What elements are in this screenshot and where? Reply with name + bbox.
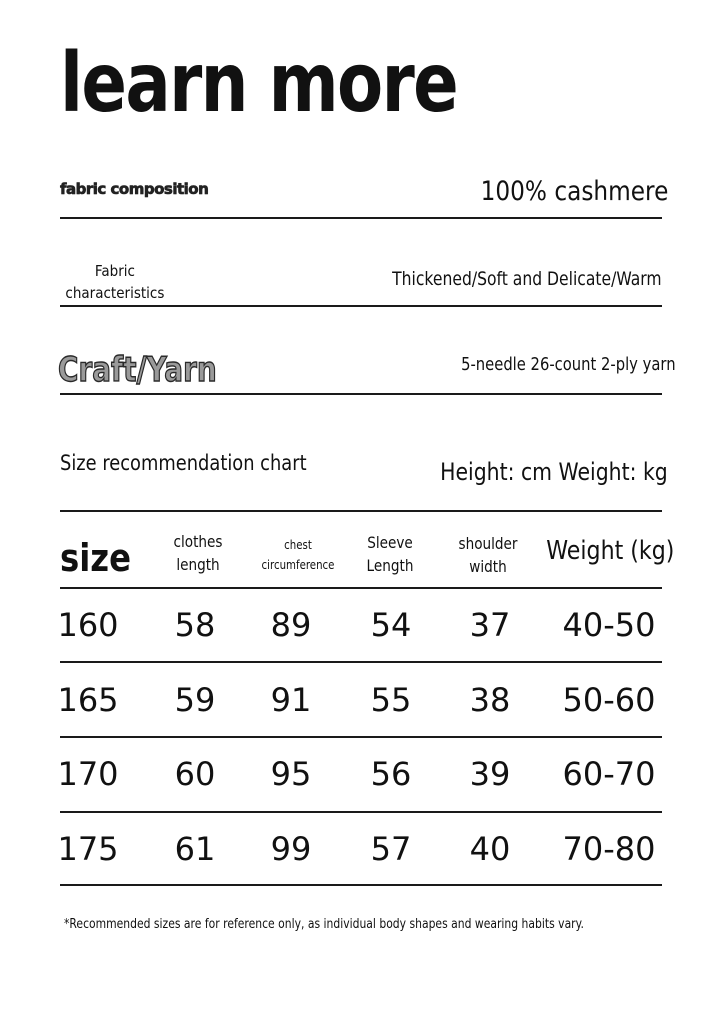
footnote: *Recommended sizes are for reference only, as individual body shapes and wearing habits vary. <box>64 916 584 932</box>
table-row-rule <box>60 811 662 813</box>
header-chest-line1: chest <box>284 538 312 552</box>
header-shoulder-line1: shoulder <box>458 534 518 553</box>
cell-weight: 40-50 <box>562 606 656 644</box>
fabric-characteristics-label-line2: characteristics <box>65 284 165 302</box>
cell-sleeve: 55 <box>370 681 412 719</box>
table-header-rule <box>60 587 662 589</box>
cell-shoulder: 39 <box>469 755 511 793</box>
cell-clothes-length: 59 <box>174 681 216 719</box>
cell-weight: 60-70 <box>562 755 656 793</box>
fabric-composition-label: fabric composition <box>60 180 209 198</box>
cell-shoulder: 40 <box>469 830 511 868</box>
header-sleeve-line2: Length <box>366 556 414 575</box>
header-clothes-length-line2: length <box>176 555 220 574</box>
cell-chest: 95 <box>270 755 312 793</box>
cell-chest: 99 <box>270 830 312 868</box>
cell-size: 165 <box>57 681 119 719</box>
header-size: size <box>60 536 132 580</box>
header-clothes-length <box>156 530 241 576</box>
cell-sleeve: 54 <box>370 606 412 644</box>
fabric-composition-value: 100% cashmere <box>480 176 668 207</box>
fabric-characteristics-label-line1: Fabric <box>94 262 135 280</box>
page-title: learn more <box>60 36 458 131</box>
craft-yarn-label: Craft/Yarn <box>58 350 217 390</box>
cell-clothes-length: 61 <box>174 830 216 868</box>
header-weight: Weight (kg) <box>546 536 675 566</box>
header-sleeve-line1: Sleeve <box>367 533 413 552</box>
cell-chest: 91 <box>270 681 312 719</box>
table-row-rule <box>60 736 662 738</box>
divider <box>60 305 662 307</box>
header-shoulder-line2: width <box>469 557 507 576</box>
cell-shoulder: 37 <box>469 606 511 644</box>
cell-size: 160 <box>57 606 119 644</box>
header-shoulder-width <box>446 532 531 578</box>
header-chest-line2: circumference <box>261 558 335 572</box>
cell-sleeve: 57 <box>370 830 412 868</box>
header-clothes-length-line1: clothes <box>173 532 223 551</box>
cell-weight: 70-80 <box>562 830 656 868</box>
size-chart-label: Size recommendation chart <box>60 451 307 475</box>
cell-clothes-length: 58 <box>174 606 216 644</box>
cell-clothes-length: 60 <box>174 755 216 793</box>
table-row-rule <box>60 661 662 663</box>
cell-weight: 50-60 <box>562 681 656 719</box>
fabric-characteristics-label <box>60 260 170 304</box>
table-top-rule <box>60 510 662 512</box>
header-chest-circumference <box>251 535 345 575</box>
fabric-characteristics-value: Thickened/Soft and Delicate/Warm <box>392 268 662 290</box>
cell-chest: 89 <box>270 606 312 644</box>
cell-shoulder: 38 <box>469 681 511 719</box>
table-row-rule <box>60 884 662 886</box>
header-sleeve-length <box>348 531 433 577</box>
cell-sleeve: 56 <box>370 755 412 793</box>
cell-size: 175 <box>57 830 119 868</box>
craft-yarn-value: 5-needle 26-count 2-ply yarn <box>461 354 676 375</box>
size-chart-units: Height: cm Weight: kg <box>440 458 668 486</box>
divider <box>60 393 662 395</box>
cell-size: 170 <box>57 755 119 793</box>
divider <box>60 217 662 219</box>
